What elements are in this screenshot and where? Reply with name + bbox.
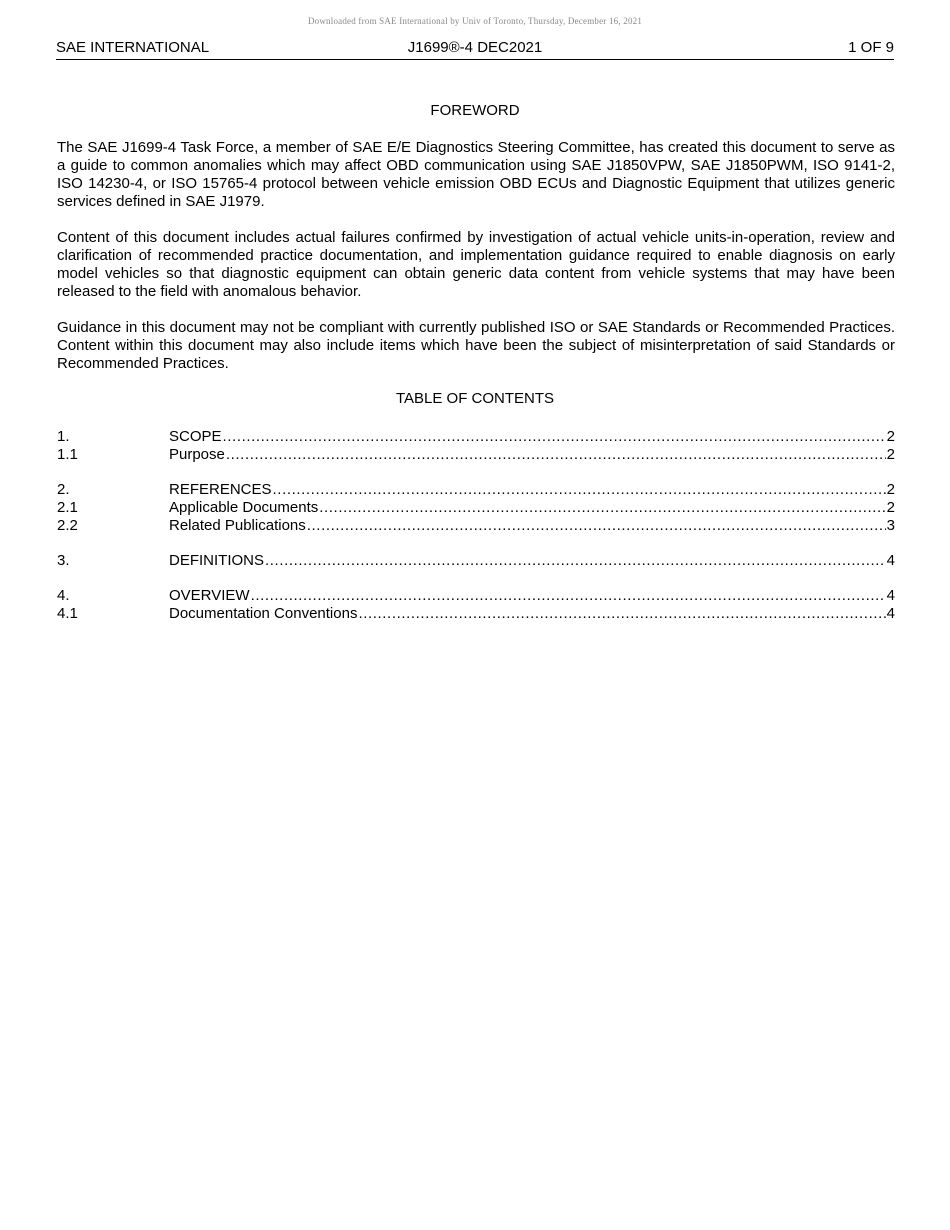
toc-entry-references[interactable]: [57, 481, 895, 499]
toc-entry-number: 1.1: [57, 446, 78, 463]
toc-entry-title: SCOPE: [169, 428, 222, 445]
toc-entry-overview[interactable]: [57, 587, 895, 605]
table-of-contents: [57, 428, 895, 623]
foreword-paragraph-1: The SAE J1699-4 Task Force, a member of SAE E/E Diagnostics Steering Committee, has created this document to serve as a guide to common anomalies which may affect OBD communication using SAE J1850VPW, SAE J1850PWM, ISO 9141-2, ISO 14230-4, or ISO 15765-4 protocol between vehicle emission OBD ECUs and Diagnostic Equipment that utilizes generic services defined in SAE J1979.: [57, 139, 895, 210]
toc-entry-title: DEFINITIONS: [169, 552, 265, 569]
toc-dot-leader: [273, 481, 886, 499]
toc-entry-page: 4: [886, 587, 895, 604]
toc-entry-number: 2.: [57, 481, 70, 498]
toc-entry-page: 2: [886, 481, 895, 498]
toc-entry-related-publications[interactable]: [57, 517, 895, 535]
toc-entry-purpose[interactable]: [57, 446, 895, 464]
toc-entry-title: Purpose: [169, 446, 225, 463]
toc-entry-scope[interactable]: [57, 428, 895, 446]
toc-entry-title: REFERENCES: [169, 481, 272, 498]
toc-entry-number: 2.1: [57, 499, 78, 516]
foreword-paragraph-2: Content of this document includes actual failures confirmed by investigation of actual vehicle units-in-operation, review and clarification of recommended practice documentation, and implementation guidance required to enable diagnosis on early model vehicles so that diagnostic equipment can obtain generic data content from vehicle systems that may have been released to the field with anomalous behavior.: [57, 229, 895, 300]
toc-entry-page: 2: [886, 428, 895, 445]
toc-entry-page: 4: [886, 552, 895, 569]
toc-title: TABLE OF CONTENTS: [395, 390, 555, 407]
page-header: [56, 39, 894, 60]
toc-entry-number: 4.: [57, 587, 70, 604]
toc-entry-title: Related Publications: [169, 517, 306, 534]
foreword-title: FOREWORD: [430, 102, 520, 119]
toc-entry-documentation-conventions[interactable]: [57, 605, 895, 623]
header-organization: SAE INTERNATIONAL: [56, 39, 210, 56]
toc-entry-definitions[interactable]: [57, 552, 895, 570]
toc-dot-leader: [358, 605, 885, 623]
toc-dot-leader: [226, 446, 886, 464]
foreword-paragraph-3: Guidance in this document may not be compliant with currently published ISO or SAE Standards or Recommended Practices. Content within this document may also include items which have been the subject of misinterpretation of said Standards or Recommended Practices.: [57, 319, 895, 372]
download-watermark: Downloaded from SAE International by Univ of Toronto, Thursday, December 16, 2021: [307, 16, 643, 26]
toc-entry-applicable-documents[interactable]: [57, 499, 895, 517]
toc-entry-title: OVERVIEW: [169, 587, 250, 604]
toc-dot-leader: [307, 517, 886, 535]
toc-entry-page: 4: [886, 605, 895, 622]
toc-entry-title: Documentation Conventions: [169, 605, 358, 622]
toc-entry-number: 4.1: [57, 605, 78, 622]
toc-dot-leader: [251, 587, 886, 605]
toc-entry-page: 2: [886, 499, 895, 516]
toc-dot-leader: [319, 499, 885, 517]
header-document-id: J1699®-4 DEC2021: [407, 39, 543, 56]
toc-entry-page: 2: [886, 446, 895, 463]
toc-entry-title: Applicable Documents: [169, 499, 319, 516]
toc-entry-number: 2.2: [57, 517, 78, 534]
toc-entry-page: 3: [886, 517, 895, 534]
toc-dot-leader: [265, 552, 886, 570]
header-page-number: 1 OF 9: [848, 39, 894, 56]
toc-dot-leader: [223, 428, 886, 446]
toc-entry-number: 3.: [57, 552, 70, 569]
toc-entry-number: 1.: [57, 428, 70, 445]
